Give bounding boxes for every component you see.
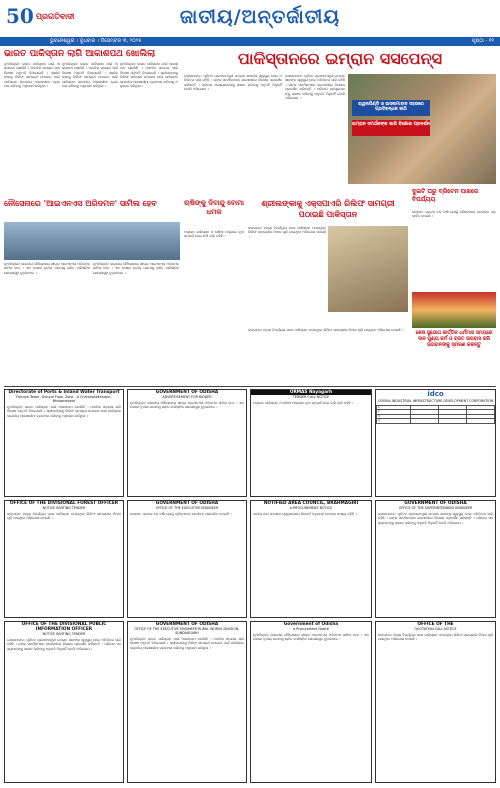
ad-title: Government of Odisha: [283, 622, 339, 627]
ad-body: ଇସଲାମାବାଦ: ପୂର୍ବତନ ପ୍ରଧାନମନ୍ତ୍ରୀ ଇମ୍ରାନ ଖାନଙ୍କ ସ୍ୱାସ୍ଥ୍ୟ ନେଇ ଅନିଶ୍ଚିତତା ଲାଗି ରହିଛି । ତାଙ୍କ ସମର୍ଥକମାନେ ରାଜଧାନୀରେ ବିକ୍ଷୋଭ ପ୍ରଦର୍ଶନ କରିଛନ୍ତି । ପରିବାର ସଦସ୍ୟମାନଙ୍କୁ ସାକ୍ଷାତ କରିବାକୁ ଅନୁମତି ମିଳୁନାହିଁ ବୋଲି ଅଭିଯୋଗ ।: [378, 512, 495, 525]
ad-body: ଜାତୀୟ ବାଘ ସଂରକ୍ଷଣ ପ୍ରାଧିକରଣର ରିପୋର୍ଟ ଅନୁଯାୟୀ ବାଘଙ୍କ ସଂଖ୍ୟା ବଢ଼ିଛି ।: [253, 512, 357, 516]
story1-headline: ଭାରତ ପାକିସ୍ତାନ ଲାଗି ଆକାଶପଥ ଖୋଲିଲା: [4, 49, 156, 59]
paper-name: ପ୍ରଗତିବାଦୀ: [36, 12, 75, 21]
ad-subtitle: OFFICE OF THE EXECUTIVE ENGINEER RURAL WORKS DIVISION, SUNDARGARH: [134, 627, 240, 635]
ad-title: OFFICE OF THE DIVISIONAL FOREST OFFICER: [9, 501, 119, 506]
ad-subtitle: OFFICE OF THE EXECUTIVE ENGINEER: [155, 506, 219, 510]
idco-table: 1 2 3 4: [376, 405, 495, 424]
story1-col3: ନୂଆଦିଲ୍ଲୀ: ଭାରତ ପାକିସ୍ତାନ ପାଇଁ ଆକାଶପଥ ଖୋଲିଛି । ମାନବିକ ସହାୟତା ଲାଗି ବିଶେଷ ଅନୁମତି ଦିଆଯାଇଛି । ଶ୍ରୀଲଙ୍କାକୁ ରିଲିଫ ସାମଗ୍ରୀ ପଠାଇବା ପାଇଁ ପାକିସ୍ତାନ ଭାରତୀୟ ଆକାଶସୀମା ବ୍ୟବହାର କରିବାକୁ ଅନୁରୋଧ କରିଥିଲା ।: [120, 62, 180, 89]
navy-col1: ନୂଆଦିଲ୍ଲୀ: ଭାରତୀୟ ନୌସେନାରେ ଶୀଘ୍ର ଆଇଏନଏସ ଅରିଦମନ ସାମିଲ ହେବ । ଏହା ଦେଶର ତୃତୀୟ ପରମାଣୁ ଚାଳିତ ବାଲିଷ୍ଟିକ କ୍ଷେପଣାସ୍ତ୍ର ବୁଡ଼ାଜାହାଜ ।: [4, 262, 92, 275]
callout-protest: ଇମ୍ରାନ ସମର୍ଥକଙ୍କ ଭାରି ବିକ୍ଷୋଭ ପ୍ରଦର୍ଶନ: [352, 120, 430, 136]
ad-eprocurement: [250, 621, 372, 783]
ad-subtitle: ADVERTISEMENT FOR BIDDER: [162, 395, 212, 399]
ad-title: NOTIFIED AREA COUNCIL, BRAHMAGIRI: [263, 501, 359, 506]
main-story-col1: ଇସଲାମାବାଦ: ପୂର୍ବତନ ପ୍ରଧାନମନ୍ତ୍ରୀ ଇମ୍ରାନ ଖାନଙ୍କ ସ୍ୱାସ୍ଥ୍ୟ ନେଇ ଅନିଶ୍ଚିତତା ଲାଗି ରହିଛି । ତାଙ୍କ ସମର୍ଥକମାନେ ରାଜଧାନୀରେ ବିକ୍ଷୋଭ ପ୍ରଦର୍ଶନ କରିଛନ୍ତି । ପରିବାର ସଦସ୍ୟମାନଙ୍କୁ ସାକ୍ଷାତ କରିବାକୁ ଅନୁମତି ମିଳୁନାହିଁ ବୋଲି ଅଭିଯୋଗ ।: [184, 74, 284, 92]
logo-years: 50: [6, 4, 34, 28]
ad-divisional-office: [4, 621, 124, 783]
britain-body: ଲଣ୍ଡନ: ପ୍ରବଳ ଝଡ଼ ବର୍ଷା ଯୋଗୁଁ ବ୍ରିଟେନରେ ଜନଜୀବନ ପ୍ରଭାବିତ ହୋଇଛି ।: [412, 210, 496, 219]
ad-ormas-tender: [250, 389, 372, 497]
ad-title: idco: [427, 390, 444, 398]
navy-headline: ନୌସେନାରେ 'ଆଇଏନଏସ ଅରିଦମନ' ସାମିଲ ହେବ: [4, 198, 157, 208]
ad-body: ନୂଆଦିଲ୍ଲୀ: ଭାରତୀୟ ନୌସେନାରେ ଶୀଘ୍ର ଆଇଏନଏସ ଅରିଦମନ ସାମିଲ ହେବ । ଏହା ଦେଶର ତୃତୀୟ ପରମାଣୁ ଚାଳିତ ବାଲିଷ୍ଟିକ କ୍ଷେପଣାସ୍ତ୍ର ବୁଡ଼ାଜାହାଜ ।: [130, 401, 246, 410]
ad-superintending-engineer: [375, 500, 496, 618]
ad-body: କଲମ୍ବୋ: ବନ୍ୟା ବିପର୍ଯ୍ୟୟ ପରେ ପାକିସ୍ତାନ ପଠାଇଥିବା ରିଲିଫ ସାମଗ୍ରୀର ମିଆଦ ପୂରି ଯାଇଥିବା ଅଭିଯୋଗ ହୋଇଛି ।: [378, 633, 495, 642]
ad-subtitle: e-PROCUREMENT NOTICE: [289, 506, 333, 510]
ad-rural-works: [127, 621, 247, 783]
ad-title: OFFICE OF THE DIVISIONAL PUBLIC INFORMATION OFFICER: [21, 622, 107, 632]
ad-exec-engineer: [127, 500, 247, 618]
ad-body: ଇସଲାମାବାଦ: ପୂର୍ବତନ ପ୍ରଧାନମନ୍ତ୍ରୀ ଇମ୍ରାନ ଖାନଙ୍କ ସ୍ୱାସ୍ଥ୍ୟ ନେଇ ଅନିଶ୍ଚିତତା ଲାଗି ରହିଛି । ତାଙ୍କ ସମର୍ଥକମାନେ ରାଜଧାନୀରେ ବିକ୍ଷୋଭ ପ୍ରଦର୍ଶନ କରିଛନ୍ତି । ପରିବାର ସଦସ୍ୟମାନଙ୍କୁ ସାକ୍ଷାତ କରିବାକୁ ଅନୁମତି ମିଳୁନାହିଁ ବୋଲି ଅଭିଯୋଗ ।: [7, 638, 123, 651]
ad-govt-odisha-bidder: [127, 389, 247, 497]
ad-subtitle: OFFICE OF THE SUPERINTENDING ENGINEER: [398, 506, 473, 510]
page-number: ପୃଷ୍ଠା - ୧୧: [471, 38, 494, 44]
ad-nac-brahmagiri: [250, 500, 372, 618]
ad-body: ନୂଆଦିଲ୍ଲୀ: ଭାରତୀୟ ନୌସେନାରେ ଶୀଘ୍ର ଆଇଏନଏସ ଅରିଦମନ ସାମିଲ ହେବ । ଏହା ଦେଶର ତୃତୀୟ ପରମାଣୁ ଚାଳିତ ବାଲିଷ୍ଟିକ କ୍ଷେପଣାସ୍ତ୍ର ବୁଡ଼ାଜାହାଜ ।: [253, 633, 371, 642]
ad-quotation-notice: [375, 621, 496, 783]
tiger-ad-graphic: [412, 292, 496, 328]
red-promo-text: ଶେଷ ସୁଯୋଗ କାର୍ତ୍ତିକ ଧର୍ମମାସ ସମୟରେ ଦାନ ପୁଣ୍ୟ କର୍ମ ଓ ବ୍ରତ ଉପବାସ କରି ଭଗବାନଙ୍କୁ ସ୍ମରଣ କରନ୍ତୁ: [415, 330, 493, 348]
ad-body: ନୂଆଦିଲ୍ଲୀ: ଭାରତ ପାକିସ୍ତାନ ପାଇଁ ଆକାଶପଥ ଖୋଲିଛି । ମାନବିକ ସହାୟତା ଲାଗି ବିଶେଷ ଅନୁମତି ଦିଆଯାଇଛି । ଶ୍ରୀଲଙ୍କାକୁ ରିଲିଫ ସାମଗ୍ରୀ ପଠାଇବା ପାଇଁ ପାକିସ୍ତାନ ଭାରତୀୟ ଆକାଶସୀମା ବ୍ୟବହାର କରିବାକୁ ଅନୁରୋଧ କରିଥିଲା ।: [7, 405, 123, 418]
ad-subtitle: NOTICE INVITING TENDER: [42, 632, 86, 636]
main-story-col2: ଇସଲାମାବାଦ: ପୂର୍ବତନ ପ୍ରଧାନମନ୍ତ୍ରୀ ଇମ୍ରାନ ଖାନଙ୍କ ସ୍ୱାସ୍ଥ୍ୟ ନେଇ ଅନିଶ୍ଚିତତା ଲାଗି ରହିଛି । ତାଙ୍କ ସମର୍ଥକମାନେ ରାଜଧାନୀରେ ବିକ୍ଷୋଭ ପ୍ରଦର୍ଶନ କରିଛନ୍ତି । ପରିବାର ସଦସ୍ୟମାନଙ୍କୁ ସାକ୍ଷାତ କରିବାକୁ ଅନୁମତି ମିଳୁନାହିଁ ବୋଲି ଅଭିଯୋଗ ।: [285, 74, 347, 101]
ads-divider: [4, 386, 496, 387]
ad-subtitle: TENDER CALL NOTICE: [292, 395, 330, 399]
ad-body: ମସ୍କୋ: ପାକିସ୍ତାନ ଓ ଋଷିଆ ମଧ୍ୟରେ ନୂଆ ସମ୍ପର୍କ ନେଇ ଚର୍ଚ୍ଚା ଜାରି ରହିଛି ।: [253, 401, 354, 405]
ad-idco: [375, 389, 496, 497]
submarine-photo: [4, 222, 180, 260]
ad-title: GOVERNMENT OF ODISHA: [155, 622, 219, 627]
callout-restrictions: ରାୱଲପିଣ୍ଡି ଓ ଇସଲାମାବାଦ ସହରରେ ପ୍ରତିବନ୍ଧକ ଜାରି: [352, 100, 430, 116]
ad-title: GOVERNMENT OF ODISHA: [155, 390, 219, 395]
section-title: ଜାତୀୟ/ଅନ୍ତର୍ଜାତୀୟ: [179, 6, 341, 28]
story1-col1: ନୂଆଦିଲ୍ଲୀ: ଭାରତ ପାକିସ୍ତାନ ପାଇଁ ଆକାଶପଥ ଖୋଲିଛି । ମାନବିକ ସହାୟତା ଲାଗି ବିଶେଷ ଅନୁମତି ଦିଆଯାଇଛି । ଶ୍ରୀଲଙ୍କାକୁ ରିଲିଫ ସାମଗ୍ରୀ ପଠାଇବା ପାଇଁ ପାକିସ୍ତାନ ଭାରତୀୟ ଆକାଶସୀମା ବ୍ୟବହାର କରିବାକୁ ଅନୁରୋଧ କରିଥିଲା ।: [4, 62, 62, 89]
ad-title: Directorate of Ports & Inland Water Transport: [8, 390, 120, 395]
story1-col2: ନୂଆଦିଲ୍ଲୀ: ଭାରତ ପାକିସ୍ତାନ ପାଇଁ ଆକାଶପଥ ଖୋଲିଛି । ମାନବିକ ସହାୟତା ଲାଗି ବିଶେଷ ଅନୁମତି ଦିଆଯାଇଛି । ଶ୍ରୀଲଙ୍କାକୁ ରିଲିଫ ସାମଗ୍ରୀ ପଠାଇବା ପାଇଁ ପାକିସ୍ତାନ ଭାରତୀୟ ଆକାଶସୀମା ବ୍ୟବହାର କରିବାକୁ ଅନୁରୋଧ କରିଥିଲା ।: [62, 62, 120, 89]
navy-col2: ନୂଆଦିଲ୍ଲୀ: ଭାରତୀୟ ନୌସେନାରେ ଶୀଘ୍ର ଆଇଏନଏସ ଅରିଦମନ ସାମିଲ ହେବ । ଏହା ଦେଶର ତୃତୀୟ ପରମାଣୁ ଚାଳିତ ବାଲିଷ୍ଟିକ କ୍ଷେପଣାସ୍ତ୍ର ବୁଡ଼ାଜାହାଜ ।: [93, 262, 181, 275]
dateline: ଭୁବନେଶ୍ୱର । ବୁଧବାର । ଡିସେମ୍ବର ୩, ୨୦୨୫: [0, 37, 500, 46]
ad-title: GOVERNMENT OF ODISHA: [404, 501, 467, 506]
ad-title: GOVERNMENT OF ODISHA: [155, 501, 219, 506]
main-headline: ପାକିସ୍ତାନରେ ଇମ୍ରାନ ସସପେନ୍ସ: [237, 49, 443, 68]
srilanka-headline: ଶ୍ରୀଲଙ୍କାକୁ ଏକ୍ସପାଏରି ରିଲିଫ ସାମଗ୍ରୀ ପଠାଇଛି ପାକିସ୍ତାନ: [261, 198, 395, 219]
ad-subtitle: NOTICE INVITING TENDER: [42, 506, 86, 510]
ad-subtitle: ODISHA INDUSTRIAL INFRASTRUCTURE DEVELOPMENT CORPORATION: [377, 399, 494, 403]
ad-ports-directorate: [4, 389, 124, 497]
russia-headline: ଋଷିଙ୍କୁ ଦିବାନ୍ଦୁ ବୋମା ଧମକ: [184, 198, 244, 216]
ad-body: ଲଣ୍ଡନ: ପ୍ରବଳ ଝଡ଼ ବର୍ଷା ଯୋଗୁଁ ବ୍ରିଟେନରେ ଜନଜୀବନ ପ୍ରଭାବିତ ହୋଇଛି ।: [130, 512, 232, 516]
srilanka-col1: କଲମ୍ବୋ: ବନ୍ୟା ବିପର୍ଯ୍ୟୟ ପରେ ପାକିସ୍ତାନ ପଠାଇଥିବା ରିଲିଫ ସାମଗ୍ରୀର ମିଆଦ ପୂରି ଯାଇଥିବା ଅଭିଯୋଗ ହୋଇଛି ।: [248, 226, 328, 239]
ad-subtitle: QUOTATION CALL NOTICE: [414, 627, 457, 631]
britain-headline: ଦୁଇଟି ଘରୁ ବ୍ରିଟେନ ପାଖରେ ବିପର୍ଯ୍ୟୟ: [412, 188, 479, 203]
ad-title: ORMAS Nayagarh: [251, 390, 371, 395]
ad-title: OFFICE OF THE: [417, 622, 454, 627]
relief-photo: [328, 226, 408, 312]
srilanka-col2: କଲମ୍ବୋ: ବନ୍ୟା ବିପର୍ଯ୍ୟୟ ପରେ ପାକିସ୍ତାନ ପଠାଇଥିବା ରିଲିଫ ସାମଗ୍ରୀର ମିଆଦ ପୂରି ଯାଇଥିବା ଅଭିଯୋଗ ହୋଇଛି ।: [248, 328, 404, 332]
ad-body: ନୂଆଦିଲ୍ଲୀ: ଭାରତ ପାକିସ୍ତାନ ପାଇଁ ଆକାଶପଥ ଖୋଲିଛି । ମାନବିକ ସହାୟତା ଲାଗି ବିଶେଷ ଅନୁମତି ଦିଆଯାଇଛି । ଶ୍ରୀଲଙ୍କାକୁ ରିଲିଫ ସାମଗ୍ରୀ ପଠାଇବା ପାଇଁ ପାକିସ୍ତାନ ଭାରତୀୟ ଆକାଶସୀମା ବ୍ୟବହାର କରିବାକୁ ଅନୁରୋଧ କରିଥିଲା ।: [130, 637, 246, 650]
ad-body: କଲମ୍ବୋ: ବନ୍ୟା ବିପର୍ଯ୍ୟୟ ପରେ ପାକିସ୍ତାନ ପଠାଇଥିବା ରିଲିଫ ସାମଗ୍ରୀର ମିଆଦ ପୂରି ଯାଇଥିବା ଅଭିଯୋଗ ହୋଇଛି ।: [7, 512, 123, 521]
ad-subtitle: e-Procurement Notice: [293, 627, 329, 631]
russia-body: ମସ୍କୋ: ପାକିସ୍ତାନ ଓ ଋଷିଆ ମଧ୍ୟରେ ନୂଆ ସମ୍ପର୍କ ନେଇ ଚର୍ଚ୍ଚା ଜାରି ରହିଛି ।: [184, 230, 246, 239]
ad-subtitle: Fortune Tower, Ground Floor, Zone - A Chandrasekharpur, Bhubaneswar: [16, 395, 112, 403]
ad-forest-office: [4, 500, 124, 618]
